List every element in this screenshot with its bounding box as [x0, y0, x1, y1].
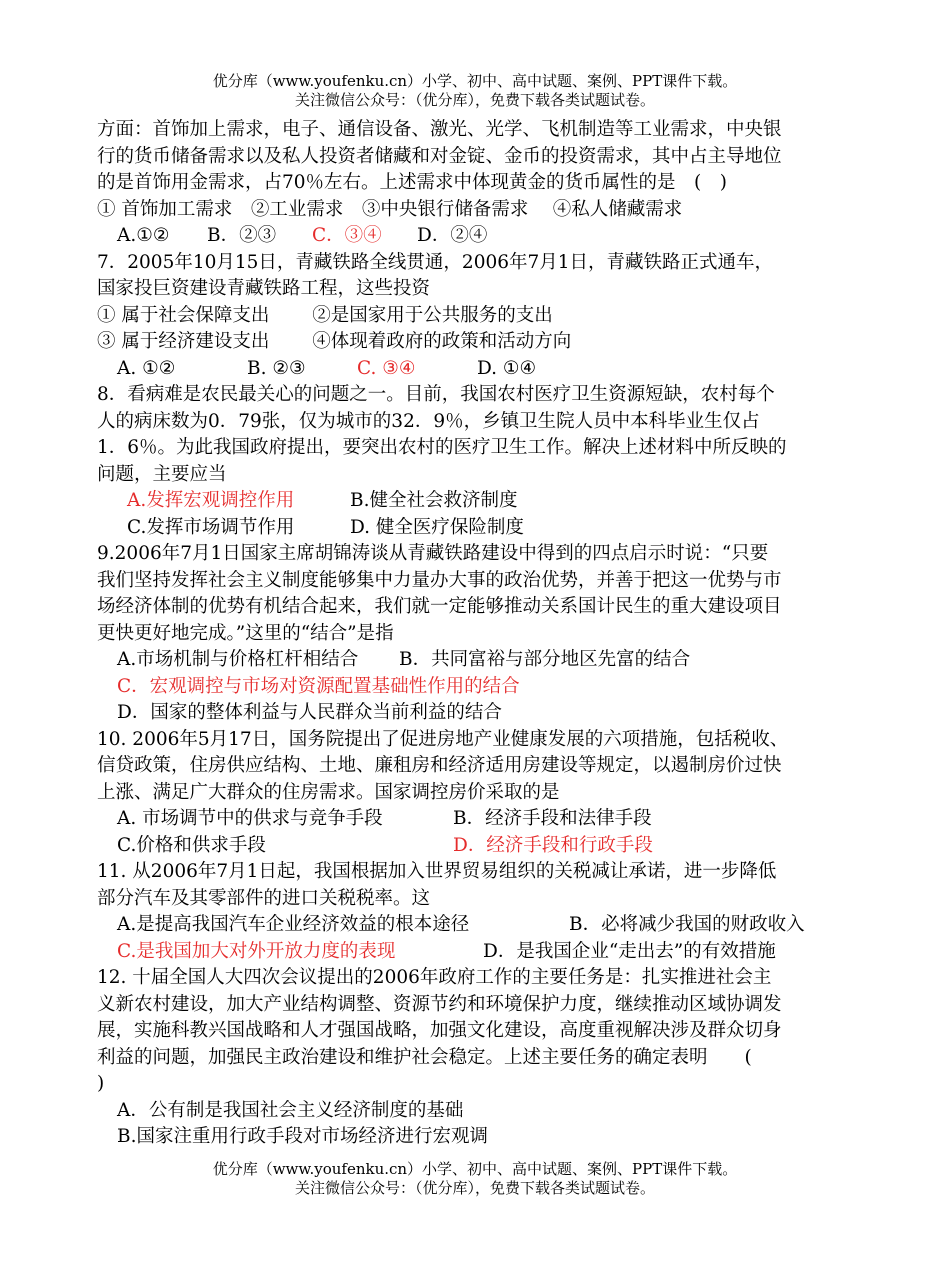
question-stem-line: 9.2006年7月1日国家主席胡锦涛谈从青藏铁路建设中得到的四点启示时说：“只要 — [97, 543, 769, 564]
options-row — [97, 488, 867, 515]
option-a-answer: A.发挥宏观调控作用 — [127, 490, 295, 511]
question-stem-line: 更快更好地完成。”这里的“结合”是指 — [97, 622, 394, 644]
option-c-answer: C. ③④ — [357, 357, 416, 379]
options-row — [97, 223, 867, 250]
option-c-answer: C.是我国加大对外开放力度的表现 — [117, 940, 396, 962]
question-stem-line: ) — [97, 1073, 105, 1094]
question-stem-line: 人的病床数为0．79张，仅为城市的32．9％，乡镇卫生院人员中本科毕业生仅占 — [97, 410, 760, 432]
option-a: A．公有制是我国社会主义经济制度的基础 — [117, 1099, 464, 1121]
header-line-1: 优分库（www.youfenku.cn）小学、初中、高中试题、案例、PPT课件下载。 — [212, 72, 738, 90]
options-row — [97, 515, 867, 542]
options-row — [97, 806, 867, 833]
option-d: D．国家的整体利益与人民群众当前利益的结合 — [117, 702, 502, 723]
option-a: A. ①② — [117, 357, 176, 379]
options-row — [97, 356, 867, 383]
question-stem-line: 行的货币储备需求以及私人投资者储藏和对金锭、金币的投资需求，其中占主导地位 — [97, 145, 782, 167]
question-7 — [97, 250, 867, 383]
option-d: D．②④ — [417, 225, 488, 246]
option-d: D．是我国企业“走出去”的有效措施 — [483, 940, 776, 962]
option-b: B. ②③ — [247, 357, 306, 379]
option-a: A. 市场调节中的供求与竞争手段 — [117, 808, 383, 829]
question-items: ① 首饰加工需求 ②工业需求 ③中央银行储备需求 ④私人储藏需求 — [97, 198, 683, 220]
question-stem-line: 10. 2006年5月17日，国务院提出了促进房地产业健康发展的六项措施，包括税收、 — [97, 728, 789, 750]
question-stem-line: 信贷政策，住房供应结构、土地、廉租房和经济适用房建设等规定，以遏制房价过快 — [97, 755, 782, 776]
page-header — [0, 72, 950, 110]
option-d-answer: D．经济手段和行政手段 — [453, 834, 653, 856]
question-9 — [97, 541, 867, 727]
question-stem-line: 7．2005年10月15日，青藏铁路全线贯通，2006年7月1日，青藏铁路正式通车， — [97, 251, 774, 273]
question-items: ③ 属于经济建设支出 ④体现着政府的政策和活动方向 — [97, 331, 572, 352]
question-stem-line: 12. 十届全国人大四次会议提出的2006年政府工作的主要任务是：扎实推进社会主 — [97, 967, 772, 988]
page-footer — [0, 1160, 950, 1198]
options-row — [97, 912, 867, 939]
question-stem-line: 义新农村建设，加大产业结构调整、资源节约和环境保护力度，继续推动区域协调发 — [97, 993, 782, 1015]
option-a: A.是提高我国汽车企业经济效益的根本途径 — [117, 914, 470, 935]
question-12 — [97, 965, 867, 1151]
option-d: D. 健全医疗保险制度 — [350, 516, 524, 538]
option-b: B．必将减少我国的财政收入 — [569, 914, 805, 935]
question-6 — [97, 117, 867, 250]
option-b: B.国家注重用行政手段对市场经济进行宏观调 — [117, 1126, 488, 1147]
question-stem-line: 问题，主要应当 — [97, 463, 227, 485]
footer-line-2: 关注微信公众号：（优分库），免费下载各类试题试卷。 — [294, 1179, 655, 1197]
question-stem-line: 部分汽车及其零部件的进口关税税率。这 — [97, 887, 431, 909]
option-c-answer: C．宏观调控与市场对资源配置基础性作用的结合 — [117, 675, 520, 697]
option-c: C.价格和供求手段 — [117, 834, 266, 856]
question-11 — [97, 859, 867, 965]
question-stem-line: 8．看病难是农民最关心的问题之一。目前，我国农村医疗卫生资源短缺，农村每个 — [97, 384, 775, 405]
exam-content — [97, 117, 867, 1151]
option-b: B．②③ — [207, 225, 277, 246]
question-items: ① 属于社会保障支出 ②是国家用于公共服务的支出 — [97, 304, 553, 326]
question-stem-line: 1．6％。为此我国政府提出，要突出农村的医疗卫生工作。解决上述材料中所反映的 — [97, 437, 787, 458]
question-stem-line: 我们坚持发挥社会主义制度能够集中力量办大事的政治优势，并善于把这一优势与市 — [97, 569, 782, 591]
option-c: C.发挥市场调节作用 — [127, 516, 295, 538]
header-line-2: 关注微信公众号：（优分库），免费下载各类试题试卷。 — [294, 91, 655, 109]
option-d: D. ①④ — [477, 357, 537, 379]
question-stem-line: 的是首饰用金需求，占70％左右。上述需求中体现黄金的货币属性的是 ( ) — [97, 172, 727, 193]
option-a: A.①② — [117, 225, 170, 246]
option-b: B．共同富裕与部分地区先富的结合 — [399, 649, 691, 670]
question-10 — [97, 727, 867, 860]
question-stem-line: 场经济体制的优势有机结合起来，我们就一定能够推动关系国计民生的重大建设项目 — [97, 596, 782, 617]
footer-line-1: 优分库（www.youfenku.cn）小学、初中、高中试题、案例、PPT课件下载。 — [212, 1160, 738, 1178]
option-a: A.市场机制与价格杠杆相结合 — [117, 649, 359, 670]
question-stem-line: 展，实施科教兴国战略和人才强国战略，加强文化建设，高度重视解决涉及群众切身 — [97, 1020, 782, 1041]
option-c-answer: C．③④ — [312, 225, 382, 246]
option-b: B.健全社会救济制度 — [350, 490, 518, 511]
question-stem-line: 利益的问题，加强民主政治建设和维护社会稳定。上述主要任务的确定表明 ( — [97, 1046, 752, 1068]
question-stem-line: 方面：首饰加上需求，电子、通信设备、激光、光学、飞机制造等工业需求，中央银 — [97, 119, 782, 140]
options-row — [97, 647, 867, 674]
question-8 — [97, 382, 867, 541]
options-row — [97, 939, 867, 966]
question-stem-line: 国家投巨资建设青藏铁路工程，这些投资 — [97, 278, 431, 299]
question-stem-line: 11. 从2006年7月1日起，我国根据加入世界贸易组织的关税减让承诺，进一步降低 — [97, 861, 777, 882]
option-b: B．经济手段和法律手段 — [453, 808, 652, 829]
options-row — [97, 833, 867, 860]
question-stem-line: 上涨、满足广大群众的住房需求。国家调控房价采取的是 — [97, 781, 560, 803]
